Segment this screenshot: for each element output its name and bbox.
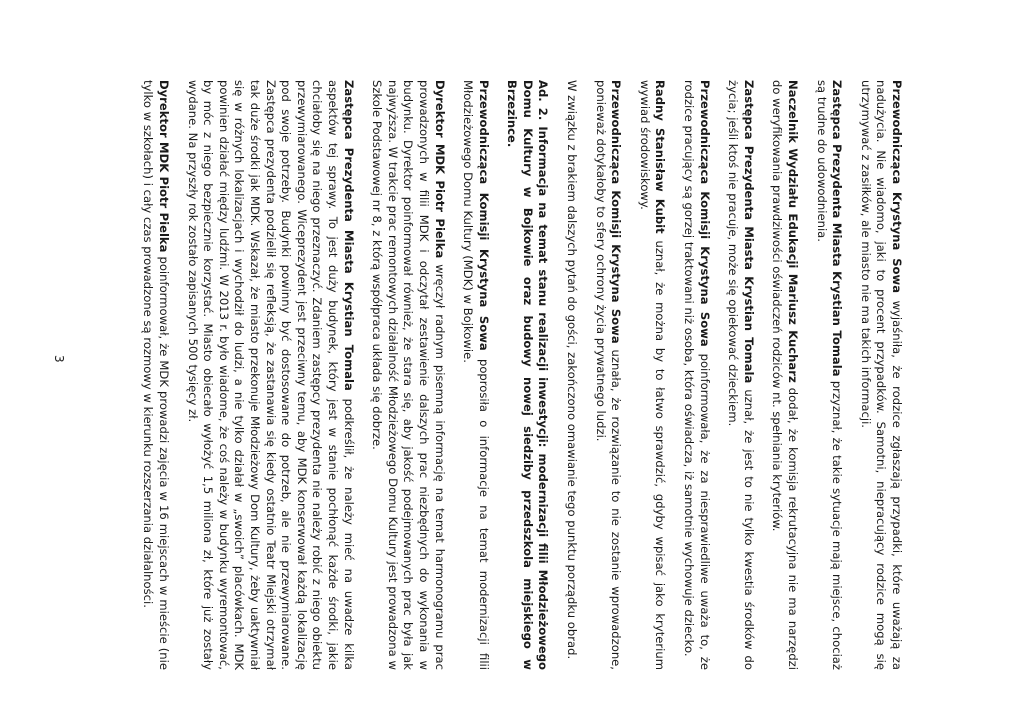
paragraph-text: poinformowała, że za niesprawiedliwe uważa to, że rodzice pracujący są gorzej traktowani niż osoba, która oświadcza, iż samotnie wychowuje dziecko. xyxy=(682,80,712,670)
speaker-name: Naczelnik Wydziału Edukacji Mariusz Kucharz xyxy=(786,80,801,383)
speaker-name: Przewodnicząca Krystyna Sowa xyxy=(890,80,904,294)
paragraph-text: przyznał, że takie sytuacje mają miejsce, chociaż są trudne do udowodnienia. xyxy=(814,80,845,670)
paragraph xyxy=(813,80,844,670)
paragraph xyxy=(460,80,491,670)
speaker-name: Zastępca Prezydenta Miasta Krystian Tomala xyxy=(741,80,756,384)
speaker-name: Radny Stanisław Kubit xyxy=(653,80,668,234)
paragraph-text: poprosiła o informacje na temat modernizacji filii Młodzieżowego Domu Kultury (MDK) w Bojkowie. xyxy=(461,80,491,670)
speaker-name: Dyrektor MDK Piotr Pielka xyxy=(432,80,447,259)
page-number: 3 xyxy=(52,355,66,363)
paragraph-text: dodał, że komisja rekrutacyjna nie ma narzędzi do weryfikowania prawdziwości oświadczeń rodziców nt. spełniania kryteriów. xyxy=(770,80,801,670)
paragraph xyxy=(369,80,447,670)
paragraph-text: wyjaśniła, że rodzice zgłaszają przypadki, które uważają za nadużycia. Nie wiadomo, jaki to procent przypadków. Samotni, niepracujący rodzice mogą się utrzymywać z zasiłków, ale miasto nie ma takich informacji. xyxy=(858,80,904,670)
speaker-name: Przewodnicząca Komisji Krystyna Sowa xyxy=(476,80,491,351)
document-body xyxy=(140,80,904,670)
paragraph xyxy=(769,80,800,670)
speaker-name: Zastępca Prezydenta Miasta Krystian Tomala xyxy=(830,80,845,377)
paragraph-text: poinformował, że MDK prowadzi zajęcia w 16 miejscach w mieście (nie tylko w szkołach) i cały czas prowadzone są rozmowy w kierunku rozszerzania działalności. xyxy=(141,80,172,670)
paragraph-text: W związku z brakiem dalszych pytań do gości, zakończono omawianie tego punktu porządku obrad. xyxy=(565,80,580,660)
paragraph xyxy=(725,80,756,670)
paragraph xyxy=(636,80,667,670)
agenda-heading: Ad. 2. Informacja na temat stanu realizacji inwestycji: modernizacji filii Młodzieżowego Domu Kultury w Bojkowie oraz budowy nowej siedziby przedszkola miejskiego w Brzezince. xyxy=(505,80,551,670)
paragraph-text: uznał, że jest to nie tylko kwestia środków do życia; jeśli ktoś nie pracuje, może się opiekować dzieckiem. xyxy=(726,80,756,670)
speaker-name: Dyrektor MDK Piotr Pielka xyxy=(157,80,172,253)
speaker-name: Zastępca Prezydenta Miasta Krystian Tomala xyxy=(341,80,356,391)
paragraph xyxy=(857,80,904,670)
speaker-name: Przewodnicząca Komisji Krystyna Sowa xyxy=(609,80,624,344)
paragraph-text: wręczył radnym pisemną informację na temat harmonogramu prac prowadzonych w filii MDK i odczytał zestawienie dalszych prac niezbędnych do wykonania w budynku. Dyrektor poinformował również, że stara się, aby jakość podejmowanych prac była jak najwyższa. W trakcie prac remontowych działalność Młodzieżowego Domu Kultury jest prowadzona w Szkole Podstawowej nr 8, z którą współpraca układa się dobrze. xyxy=(370,80,447,670)
paragraph xyxy=(184,80,356,670)
paragraph xyxy=(564,80,580,670)
paragraph-text: uznała, że rozwiązanie to nie zostanie wprowadzone, ponieważ dotykałoby to sfery ochrony życia prywatnego ludzi. xyxy=(593,80,624,670)
paragraph xyxy=(680,80,711,670)
paragraph xyxy=(140,80,171,670)
paragraph-text: uznał, że można by to łatwo sprawdzić, gdyby wpisać jako kryterium wywiad środowiskowy. xyxy=(637,80,668,670)
paragraph xyxy=(592,80,623,670)
speaker-name: Przewodnicząca Komisji Krystyna Sowa xyxy=(697,80,712,347)
paragraph-text: podkreślił, że należy mieć na uwadze kilka aspektów tej sprawy. To jest duży budynek, który jest w stanie pochłonąć każde środki, jakie chciałoby się na niego przeznaczyć. Zdaniem zastępcy prezydenta nie należy robić z niego obiektu przewymiarowanego. Wiceprezydent jest przeciwny temu, aby MDK konserwował każdą lokalizację pod swoje potrzeby. Budynki powinny być dostosowane do potrzeb, ale nie przewymiarowane. Zastępca prezydenta podzielił się refleksją, że zastanawia się kiedy ostatnio Teatr Miejski otrzymał tak duże środki jak MDK. Wskazał, że miasto przekonuje Młodzieżowy Dom Kultury, żeby uaktywniał się w różnych lokalizacjach i wychodził do ludzi, a nie tylko działał w „swoich” placówkach. MDK powinien działać między ludźmi. W 2013 r. było wiadome, że coś należy w budynku wyremontować, by móc z niego bezpiecznie korzystać. Miasto obiecało wyłożyć 1,5 miliona zł, które już zostały wydane. Na przyszły rok zostało zapisanych 500 tysięcy zł. xyxy=(185,80,356,670)
